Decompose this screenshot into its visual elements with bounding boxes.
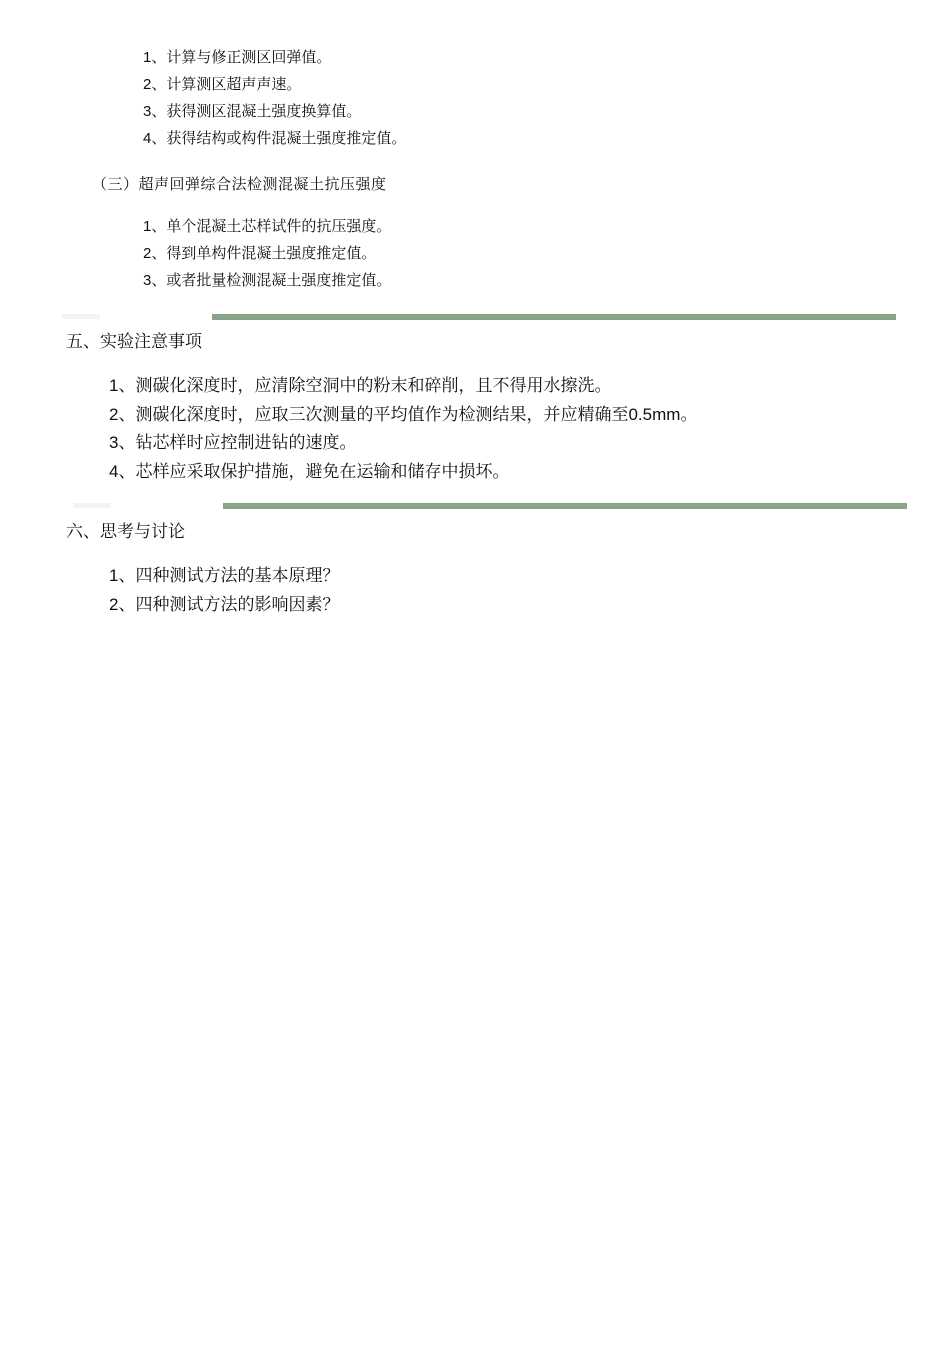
list-item: 1、测碳化深度时，应清除空洞中的粉末和碎削，且不得用水擦洗。: [109, 376, 612, 396]
list-item: 2、计算测区超声声速。: [143, 75, 302, 93]
section-heading-precautions: 五、实验注意事项: [66, 332, 202, 352]
list-item: 3、或者批量检测混凝土强度推定值。: [143, 271, 392, 289]
section-divider: [212, 314, 896, 320]
list-item: 1、计算与修正测区回弹值。: [143, 48, 332, 66]
subsection-heading: （三）超声回弹综合法检测混凝土抗压强度: [92, 175, 387, 193]
divider-faint: [62, 314, 100, 319]
list-item: 4、芯样应采取保护措施，避免在运输和储存中损坏。: [109, 461, 510, 482]
list-item: 2、四种测试方法的影响因素？: [109, 594, 340, 615]
discussion-list: [109, 562, 339, 619]
calc-steps-list: [143, 44, 406, 152]
list-item: 2、测碳化深度时，应取三次测量的平均值作为检测结果，并应精确至0.5mm。: [109, 404, 698, 425]
section-heading-discussion: 六、思考与讨论: [66, 522, 185, 542]
list-item: 1、四种测试方法的基本原理？: [109, 566, 340, 586]
list-item: 3、钻芯样时应控制进钻的速度。: [109, 433, 357, 453]
list-item: 4、获得结构或构件混凝土强度推定值。: [143, 129, 407, 147]
section-divider: [223, 503, 907, 509]
subsection-items-list: [143, 213, 391, 294]
precautions-list: [109, 372, 697, 486]
list-item: 2、得到单构件混凝土强度推定值。: [143, 244, 377, 262]
list-item: 3、获得测区混凝土强度换算值。: [143, 102, 362, 120]
divider-faint: [73, 503, 111, 508]
list-item: 1、单个混凝土芯样试件的抗压强度。: [143, 217, 392, 235]
